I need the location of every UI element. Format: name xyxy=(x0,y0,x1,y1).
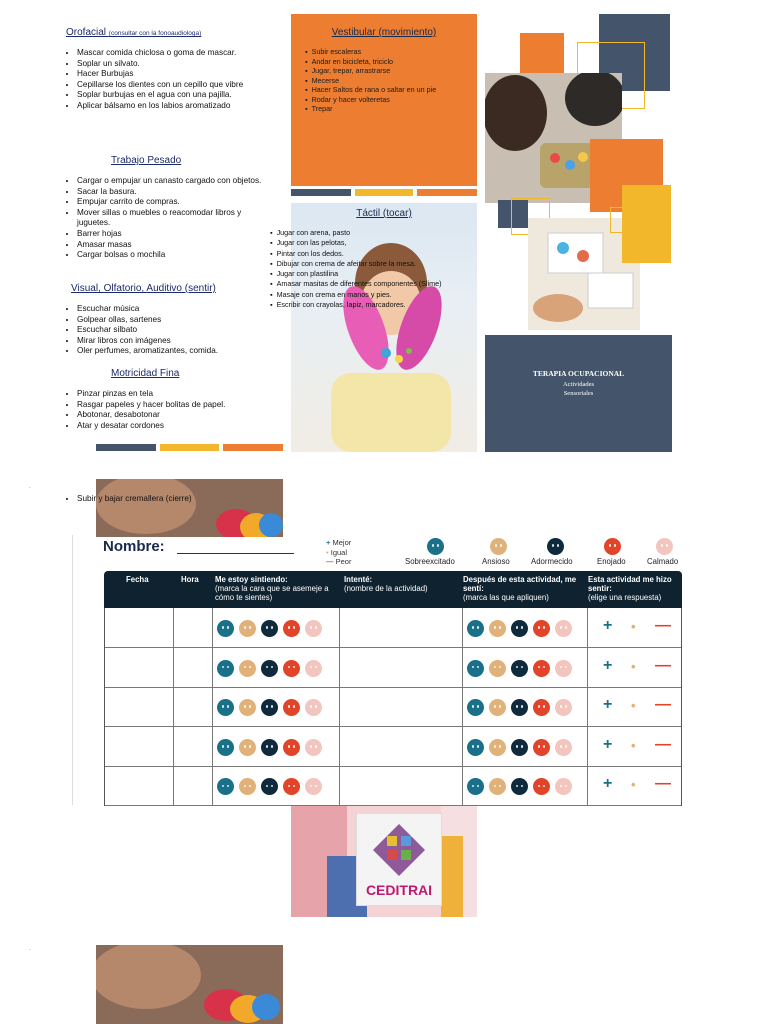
worse-rating-icon[interactable]: — xyxy=(655,617,671,634)
sleepy-face-icon[interactable] xyxy=(511,739,528,756)
tactil-list xyxy=(270,228,442,310)
worse-rating-icon[interactable]: — xyxy=(655,656,671,674)
table-header xyxy=(104,571,682,608)
nombre-label: Nombre: xyxy=(103,538,165,555)
cover-panel xyxy=(485,335,672,452)
vestibular-item: ▪ Rodar y hacer volteretas xyxy=(305,95,436,105)
visual-title: Visual, Olfatorio, Auditivo (sentir) xyxy=(71,283,216,294)
date-cell[interactable] xyxy=(107,768,171,802)
calm-face-icon[interactable] xyxy=(555,739,572,756)
orofacial-item: • Cepillarse los dientes con un cepillo que vibre xyxy=(77,80,262,91)
better-rating-icon[interactable]: + xyxy=(603,735,613,753)
sleepy-face-icon[interactable] xyxy=(261,660,278,677)
motricidad-item: • Rasgar papeles y hacer bolitas de papel. xyxy=(77,400,277,411)
table-row xyxy=(105,727,681,767)
date-cell[interactable] xyxy=(107,650,171,684)
angry-face-icon[interactable] xyxy=(283,778,300,795)
trabajo-item: • Cargar o empujar un canasto cargado con objetos. xyxy=(77,176,267,187)
visual-item: • Golpear ollas, sartenes xyxy=(77,315,277,326)
overexcited-face-icon[interactable] xyxy=(467,660,484,677)
worse-rating-icon[interactable]: — xyxy=(655,735,671,753)
motricidad-title: Motricidad Fina xyxy=(111,368,180,379)
trabajo-pesado-title: Trabajo Pesado xyxy=(111,155,182,166)
sleepy-face-icon[interactable] xyxy=(261,778,278,795)
overexcited-face-icon[interactable] xyxy=(217,739,234,756)
trabajo-item: • Amasar masas xyxy=(77,240,267,251)
time-cell[interactable] xyxy=(175,729,211,763)
vestibular-item: ▪ Mecerse xyxy=(305,76,436,86)
feeling-after-faces xyxy=(467,699,572,716)
date-cell[interactable] xyxy=(107,729,171,763)
angry-face-icon[interactable] xyxy=(533,778,550,795)
same-rating-icon[interactable]: • xyxy=(631,777,636,793)
tactil-item: ▪ Amasar masitas de diferentes componentes (Slime) xyxy=(270,279,442,289)
table-row xyxy=(105,648,681,688)
angry-face-icon[interactable] xyxy=(533,660,550,677)
time-cell[interactable] xyxy=(175,768,211,802)
tactil-item: ▪ Jugar con plastilina xyxy=(270,269,442,279)
feeling-before-faces xyxy=(217,778,322,795)
sleepy-face-icon[interactable] xyxy=(261,620,278,637)
tactil-item: ▪ Jugar con arena, pasto xyxy=(270,228,442,238)
activity-cell[interactable] xyxy=(341,729,460,763)
vestibular-item: ▪ Subir escaleras xyxy=(305,47,436,57)
header-sintiendo: Me estoy sintiendo: (marca la cara que se asemeje a cómo te sientes) xyxy=(215,575,329,602)
header-hora: Hora xyxy=(181,575,199,584)
better-rating-icon[interactable]: + xyxy=(603,656,613,674)
header-despues: Después de esta actividad, me sentí: (marca las que apliquen) xyxy=(463,575,577,602)
extra-item: • Subir y bajar cremallera (cierre) xyxy=(77,494,257,505)
sleepy-face-icon[interactable] xyxy=(511,660,528,677)
anxious-face-icon[interactable] xyxy=(239,739,256,756)
overexcited-face-icon[interactable] xyxy=(467,778,484,795)
motricidad-item: • Pinzar pinzas en tela xyxy=(77,389,277,400)
visual-item: • Mirar libros con imágenes xyxy=(77,336,277,347)
activity-cell[interactable] xyxy=(341,689,460,723)
angry-face-icon[interactable] xyxy=(283,739,300,756)
tactil-item: ▪ Escribir con crayolas, lapiz, marcadores. xyxy=(270,300,442,310)
orange-square-small xyxy=(520,33,564,74)
better-rating-icon[interactable]: + xyxy=(603,696,613,714)
rating-legend: + Mejor • Igual — Peor xyxy=(326,538,352,566)
mood-label-calmado: Calmado xyxy=(647,557,679,566)
vestibular-list xyxy=(305,47,436,114)
tactil-item: ▪ Masaje con crema en manos y pies. xyxy=(270,290,442,300)
calm-face-icon[interactable] xyxy=(555,699,572,716)
sleepy-face-icon[interactable] xyxy=(511,620,528,637)
puzzle-logo-icon xyxy=(357,814,441,884)
feeling-before-faces xyxy=(217,739,322,756)
table-row xyxy=(105,766,681,806)
mood-label-adormecido: Adormecido xyxy=(531,557,573,566)
anxious-face-icon[interactable] xyxy=(239,778,256,795)
orofacial-item: • Soplar burbujas en el agua con una pajilla. xyxy=(77,90,262,101)
calm-face-icon[interactable] xyxy=(555,660,572,677)
anxious-face-icon[interactable] xyxy=(489,620,506,637)
tracker-table xyxy=(104,608,682,806)
feeling-before-faces xyxy=(217,620,322,637)
table-row xyxy=(105,687,681,727)
visual-list xyxy=(63,304,277,357)
overexcited-face-icon[interactable] xyxy=(217,660,234,677)
worse-rating-icon[interactable]: — xyxy=(655,775,671,793)
feeling-before-faces xyxy=(217,660,322,677)
header-ayudo: Esta actividad me hizo sentir: (elige una respuesta) xyxy=(588,575,672,602)
logo-text: CEDITRAI xyxy=(365,882,433,898)
overexcited-face-icon[interactable] xyxy=(217,699,234,716)
anxious-face-icon[interactable] xyxy=(489,778,506,795)
anxious-face-icon[interactable] xyxy=(239,660,256,677)
angry-face-icon[interactable] xyxy=(533,699,550,716)
angry-face-icon[interactable] xyxy=(533,739,550,756)
tactil-item: ▪ Pintar con los dedos. xyxy=(270,249,442,259)
feeling-after-faces xyxy=(467,739,572,756)
date-cell[interactable] xyxy=(107,689,171,723)
orofacial-list xyxy=(63,48,262,112)
overexcited-face-icon[interactable] xyxy=(217,778,234,795)
trabajo-item: • Cargar bolsas o mochila xyxy=(77,250,267,261)
orofacial-item: • Soplar un silvato. xyxy=(77,59,262,70)
vestibular-item: ▪ Hacer Saltos de rana o saltar en un pie xyxy=(305,85,436,95)
orofacial-item: • Aplicar bálsamo en los labios aromatizado xyxy=(77,101,262,112)
feeling-after-faces xyxy=(467,660,572,677)
visual-item: • Escuchar silbato xyxy=(77,325,277,336)
activity-cell[interactable] xyxy=(341,650,460,684)
sleepy-face-icon[interactable] xyxy=(511,699,528,716)
angry-face-icon xyxy=(604,538,621,555)
nombre-field[interactable] xyxy=(177,553,294,554)
same-rating-icon[interactable]: • xyxy=(631,698,636,714)
mood-label-ansioso: Ansioso xyxy=(482,557,510,566)
time-cell[interactable] xyxy=(175,689,211,723)
calm-face-icon[interactable] xyxy=(305,660,322,677)
tactil-title: Táctil (tocar) xyxy=(356,208,412,219)
calm-face-icon xyxy=(656,538,673,555)
feeling-before-faces xyxy=(217,699,322,716)
trabajo-item: • Mover sillas o muebles o reacomodar libros y juguetes. xyxy=(77,208,267,229)
extra-list xyxy=(63,494,257,505)
colorful-beads-photo-2 xyxy=(96,945,283,1024)
motricidad-list xyxy=(63,389,277,431)
better-rating-icon[interactable]: + xyxy=(603,775,613,793)
vestibular-title: Vestibular (movimiento) xyxy=(331,27,437,38)
worse-rating-icon[interactable]: — xyxy=(655,696,671,714)
cover-subtitle: Actividades Sensoriales xyxy=(562,381,595,397)
mood-legend xyxy=(405,538,685,568)
vestibular-panel xyxy=(291,14,477,186)
activity-cell[interactable] xyxy=(341,768,460,802)
calm-face-icon[interactable] xyxy=(305,778,322,795)
ceditrai-logo xyxy=(356,813,442,906)
overexcited-face-icon xyxy=(427,538,444,555)
calm-face-icon[interactable] xyxy=(305,739,322,756)
time-cell[interactable] xyxy=(175,610,211,644)
visual-item: • Oler perfumes, aromatizantes, comida. xyxy=(77,346,277,357)
date-cell[interactable] xyxy=(107,610,171,644)
feeling-after-faces xyxy=(467,620,572,637)
angry-face-icon[interactable] xyxy=(283,699,300,716)
trabajo-item: • Barrer hojas xyxy=(77,229,267,240)
colorful-beads-photo xyxy=(96,479,283,537)
sleepy-face-icon[interactable] xyxy=(261,739,278,756)
calm-face-icon[interactable] xyxy=(305,699,322,716)
sleepy-face-icon xyxy=(547,538,564,555)
anxious-face-icon[interactable] xyxy=(489,699,506,716)
anxious-face-icon[interactable] xyxy=(239,620,256,637)
vestibular-item: ▪ Jugar, trepar, arrastrarse xyxy=(305,66,436,76)
trabajo-pesado-list xyxy=(63,176,267,261)
vestibular-item: ▪ Andar en bicicleta, triciclo xyxy=(305,57,436,67)
activity-cell[interactable] xyxy=(341,610,460,644)
trabajo-item: • Empujar carrito de compras. xyxy=(77,197,267,208)
gold-frame-right xyxy=(610,207,659,233)
calm-face-icon[interactable] xyxy=(555,620,572,637)
mood-label-enojado: Enojado xyxy=(597,557,626,566)
orofacial-item: • Mascar comida chiclosa o goma de mascar. xyxy=(77,48,262,59)
mood-label-sobre: Sobreexcitado xyxy=(405,557,455,566)
tactil-item: ▪ Dibujar con crema de afeitar sobre la mesa. xyxy=(270,259,442,269)
orofacial-item: • Hacer Burbujas xyxy=(77,69,262,80)
visual-item: • Escuchar música xyxy=(77,304,277,315)
angry-face-icon[interactable] xyxy=(283,620,300,637)
sleepy-face-icon[interactable] xyxy=(511,778,528,795)
motricidad-item: • Atar y desatar cordones xyxy=(77,421,277,432)
tactil-item: ▪ Jugar con las pelotas, xyxy=(270,238,442,248)
same-rating-icon[interactable]: • xyxy=(631,658,636,674)
overexcited-face-icon[interactable] xyxy=(467,699,484,716)
same-rating-icon[interactable]: • xyxy=(631,619,636,634)
cover-title: TERAPIA OCUPACIONAL xyxy=(532,369,625,378)
feeling-after-faces xyxy=(467,778,572,795)
motricidad-item: • Abotonar, desabotonar xyxy=(77,410,277,421)
time-cell[interactable] xyxy=(175,650,211,684)
table-row xyxy=(105,608,681,648)
angry-face-icon[interactable] xyxy=(283,660,300,677)
calm-face-icon[interactable] xyxy=(555,778,572,795)
same-rating-icon[interactable]: • xyxy=(631,737,636,753)
overexcited-face-icon[interactable] xyxy=(217,620,234,637)
angry-face-icon[interactable] xyxy=(533,620,550,637)
overexcited-face-icon[interactable] xyxy=(467,620,484,637)
anxious-face-icon[interactable] xyxy=(489,739,506,756)
orofacial-title: Orofacial (consultar con la fonoaudiologa) xyxy=(66,27,202,38)
anxious-face-icon[interactable] xyxy=(239,699,256,716)
sleepy-face-icon[interactable] xyxy=(261,699,278,716)
header-intente: Intenté: (nombre de la actividad) xyxy=(344,575,428,593)
anxious-face-icon[interactable] xyxy=(489,660,506,677)
trabajo-item: • Sacar la basura. xyxy=(77,187,267,198)
header-fecha: Fecha xyxy=(126,575,149,584)
calm-face-icon[interactable] xyxy=(305,620,322,637)
vestibular-item: ▪ Trepar xyxy=(305,104,436,114)
anxious-face-icon xyxy=(490,538,507,555)
better-rating-icon[interactable]: + xyxy=(603,617,613,634)
overexcited-face-icon[interactable] xyxy=(467,739,484,756)
